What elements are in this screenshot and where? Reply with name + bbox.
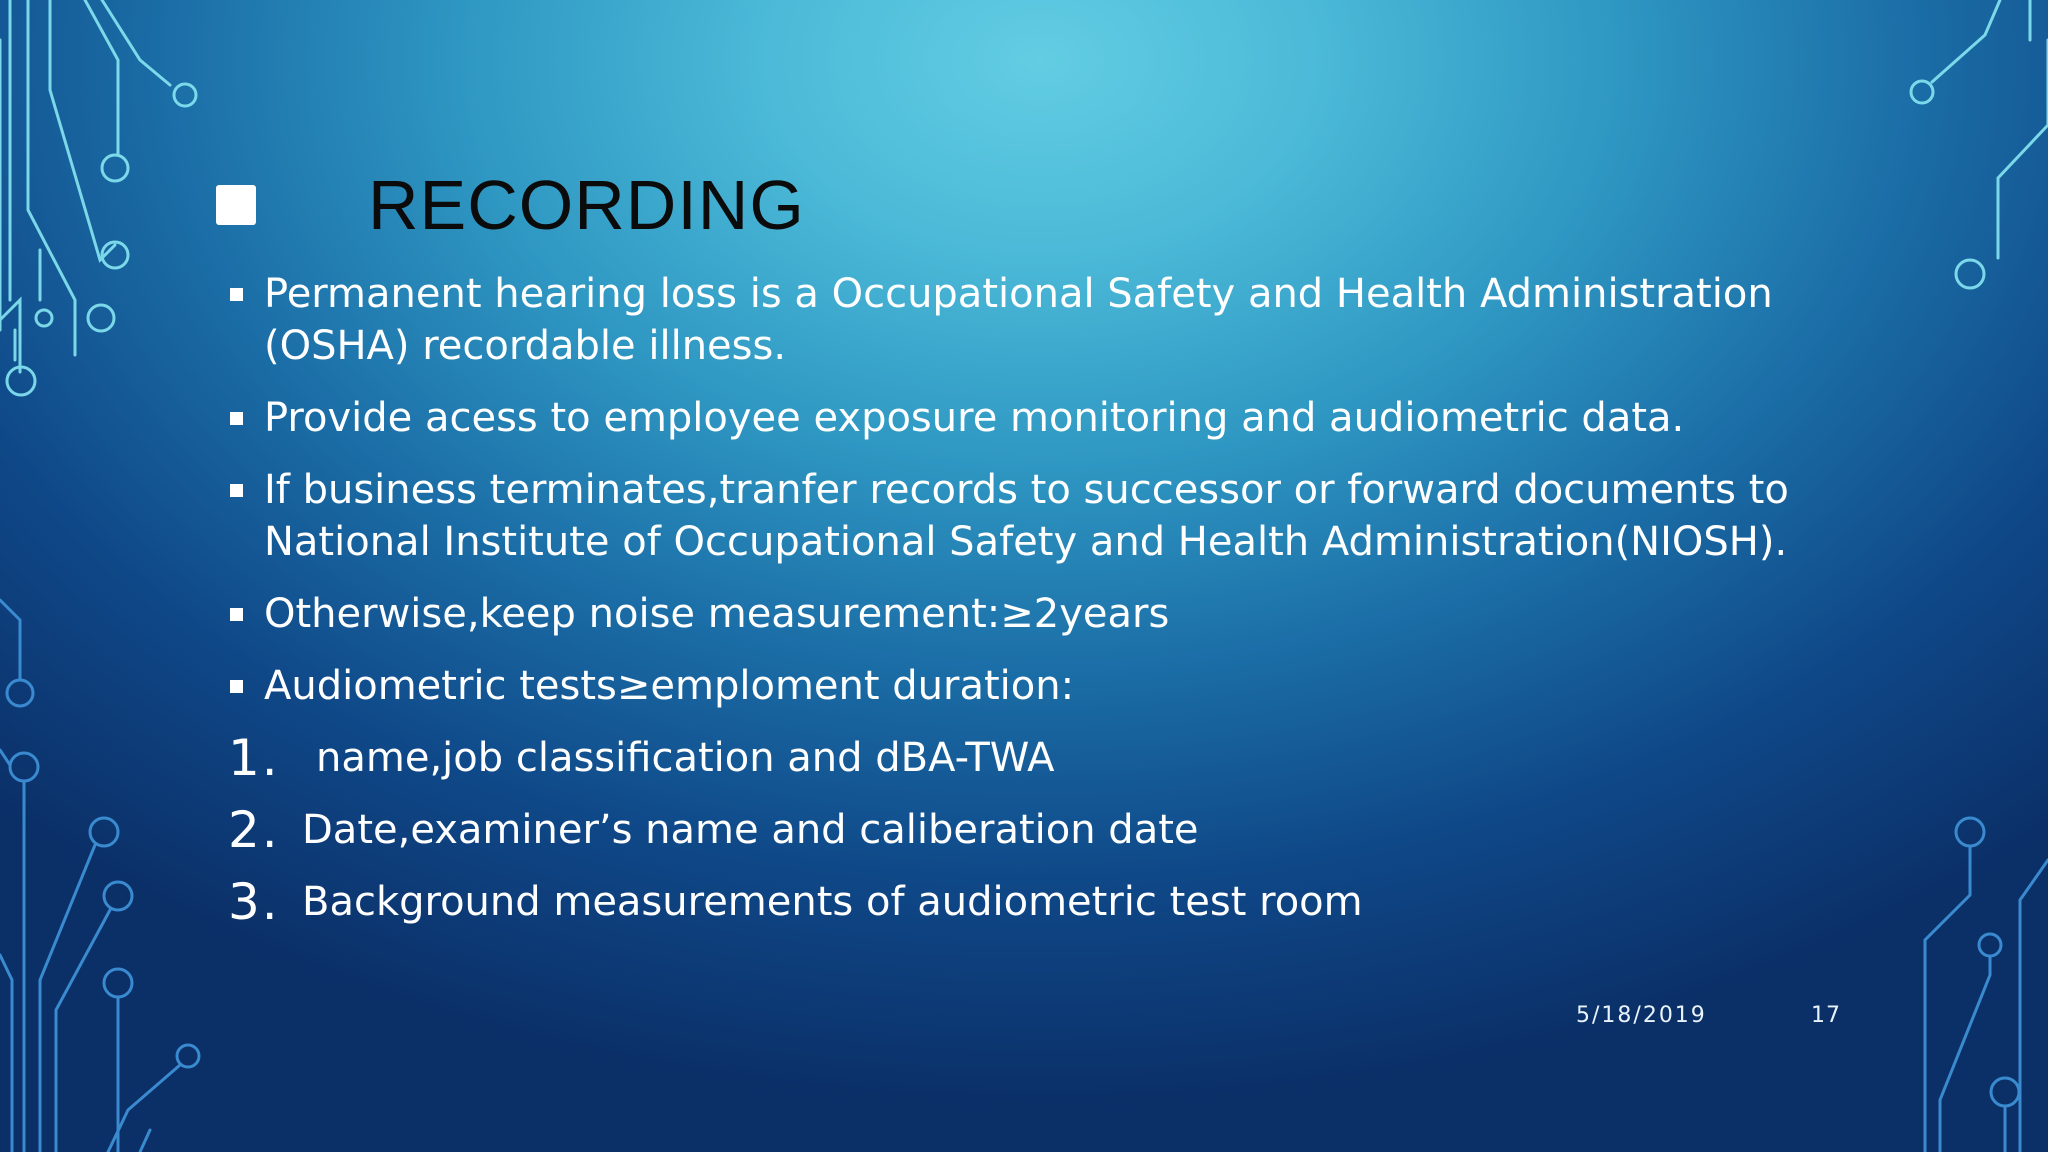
square-bullet-icon <box>230 288 243 301</box>
page-number: 17 <box>1811 1003 1841 1028</box>
square-bullet-icon <box>230 680 243 693</box>
bullet-item <box>228 268 1868 372</box>
item-text: name,job classification and dBA-TWA <box>316 735 1055 781</box>
square-bullet-icon <box>230 484 243 497</box>
bullet-text: Otherwise,keep noise measurement:≥2years <box>264 591 1170 637</box>
bullet-item <box>228 464 1868 568</box>
title-row <box>212 160 805 250</box>
footer-date: 5/18/2019 <box>1576 1003 1707 1028</box>
numbered-item <box>228 873 1868 931</box>
bullet-text: Provide acess to employee exposure monitoring and audiometric data. <box>264 395 1685 441</box>
item-text: Date,examiner’s name and caliberation date <box>302 807 1199 853</box>
item-number: 2. <box>228 801 280 859</box>
item-number: 3. <box>228 873 280 931</box>
numbered-item <box>228 801 1868 859</box>
bullet-text: Permanent hearing loss is a Occupational Safety and Health Administration (OSHA) recordable illness. <box>264 271 1773 369</box>
slide-title: RECORDING <box>368 166 805 244</box>
item-text: Background measurements of audiometric test room <box>302 879 1363 925</box>
numbered-item <box>228 729 1868 787</box>
item-number: 1. <box>228 729 280 787</box>
bullet-text: If business terminates,tranfer records to successor or forward documents to National Institute of Occupational Safety and Health Administration(NIOSH). <box>264 467 1789 565</box>
checkbox-square-icon <box>212 180 258 230</box>
square-bullet-icon <box>230 608 243 621</box>
bullet-item <box>228 660 1868 712</box>
bullet-item <box>228 392 1868 444</box>
slide-body <box>228 268 1868 948</box>
square-bullet-icon <box>230 412 243 425</box>
bullet-item <box>228 588 1868 640</box>
bullet-text: Audiometric tests≥emploment duration: <box>264 663 1075 709</box>
